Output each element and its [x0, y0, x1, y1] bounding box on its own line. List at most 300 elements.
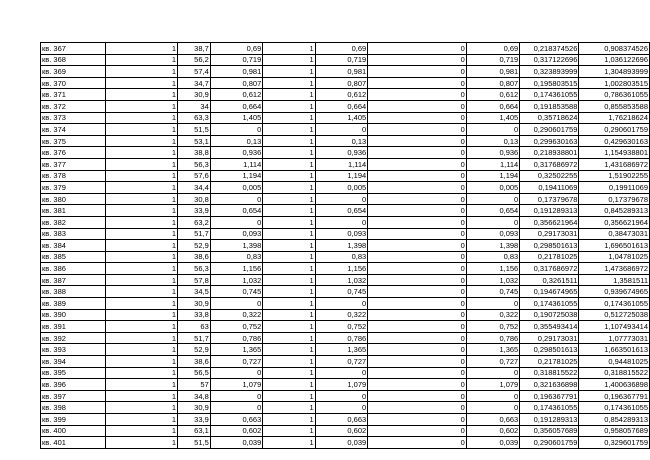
coef-cell: 1: [263, 274, 315, 286]
table-row: [41, 390, 650, 402]
value-c-cell: 0,786: [466, 332, 519, 344]
table-row: [41, 298, 650, 310]
count-cell: 1: [105, 344, 177, 356]
table-row: [41, 216, 650, 228]
value-a-cell: 0: [210, 298, 263, 310]
apartment-cell: кв. 384: [41, 240, 106, 252]
table-row: [41, 77, 650, 89]
total-cell: 0,855853588: [579, 100, 650, 112]
total-cell: 0,174361055: [579, 402, 650, 414]
value-c-cell: 0: [466, 216, 519, 228]
count-cell: 1: [105, 390, 177, 402]
value-a-cell: 0,664: [210, 100, 263, 112]
coef-cell: 1: [263, 182, 315, 194]
total-cell: 0,38473031: [579, 228, 650, 240]
value-b-cell: 1,405: [315, 112, 368, 124]
coef-cell: 1: [263, 158, 315, 170]
total-cell: 0,318815522: [579, 367, 650, 379]
value-a-cell: 0,612: [210, 89, 263, 101]
table-row: [41, 414, 650, 426]
area-cell: 51,5: [177, 437, 210, 449]
value-a-cell: 0,745: [210, 286, 263, 298]
table-row: [41, 344, 650, 356]
share-cell: 0,318815522: [520, 367, 579, 379]
share-cell: 0,298501613: [520, 240, 579, 252]
table-row: [41, 274, 650, 286]
value-b-cell: 0: [315, 124, 368, 136]
table-row: [41, 437, 650, 449]
coef-cell: 1: [263, 66, 315, 78]
area-cell: 30,8: [177, 193, 210, 205]
share-cell: 0,356621964: [520, 216, 579, 228]
table-row: [41, 112, 650, 124]
total-cell: 1,696501613: [579, 240, 650, 252]
total-cell: 1,304893999: [579, 66, 650, 78]
total-cell: 1,51902255: [579, 170, 650, 182]
count-cell: 1: [105, 205, 177, 217]
value-b-cell: 0,752: [315, 321, 368, 333]
value-b-cell: 0,612: [315, 89, 368, 101]
area-cell: 38,6: [177, 356, 210, 368]
coef-cell: 1: [263, 43, 315, 55]
total-cell: 0,939674965: [579, 286, 650, 298]
table-row: [41, 43, 650, 55]
total-cell: 0,854289313: [579, 414, 650, 426]
value-b-cell: 0,981: [315, 66, 368, 78]
zero-cell: 0: [368, 402, 467, 414]
apartment-cell: кв. 377: [41, 158, 106, 170]
zero-cell: 0: [368, 89, 467, 101]
area-cell: 63,3: [177, 112, 210, 124]
coef-cell: 1: [263, 414, 315, 426]
value-a-cell: 0,727: [210, 356, 263, 368]
coef-cell: 1: [263, 205, 315, 217]
zero-cell: 0: [368, 414, 467, 426]
coef-cell: 1: [263, 77, 315, 89]
zero-cell: 0: [368, 66, 467, 78]
area-cell: 38,6: [177, 251, 210, 263]
value-c-cell: 1,156: [466, 263, 519, 275]
value-c-cell: 0,69: [466, 43, 519, 55]
value-c-cell: 1,032: [466, 274, 519, 286]
share-cell: 0,194674965: [520, 286, 579, 298]
coef-cell: 1: [263, 344, 315, 356]
value-a-cell: 0: [210, 367, 263, 379]
table-row: [41, 402, 650, 414]
apartment-cell: кв. 369: [41, 66, 106, 78]
zero-cell: 0: [368, 228, 467, 240]
apartment-cell: кв. 386: [41, 263, 106, 275]
value-a-cell: 0,663: [210, 414, 263, 426]
value-a-cell: 0,752: [210, 321, 263, 333]
value-c-cell: 0,752: [466, 321, 519, 333]
value-a-cell: 0: [210, 390, 263, 402]
coef-cell: 1: [263, 402, 315, 414]
zero-cell: 0: [368, 344, 467, 356]
share-cell: 0,174361055: [520, 402, 579, 414]
table-row: [41, 89, 650, 101]
value-c-cell: 0,83: [466, 251, 519, 263]
total-cell: 0,94481025: [579, 356, 650, 368]
zero-cell: 0: [368, 54, 467, 66]
count-cell: 1: [105, 182, 177, 194]
value-b-cell: 0,786: [315, 332, 368, 344]
apartment-cell: кв. 396: [41, 379, 106, 391]
zero-cell: 0: [368, 112, 467, 124]
share-cell: 0,191289313: [520, 205, 579, 217]
zero-cell: 0: [368, 321, 467, 333]
coef-cell: 1: [263, 309, 315, 321]
share-cell: 0,290601759: [520, 124, 579, 136]
coef-cell: 1: [263, 228, 315, 240]
value-c-cell: 0,936: [466, 147, 519, 159]
area-cell: 57,6: [177, 170, 210, 182]
value-a-cell: 0,093: [210, 228, 263, 240]
table-row: [41, 286, 650, 298]
zero-cell: 0: [368, 274, 467, 286]
share-cell: 0,298501613: [520, 344, 579, 356]
value-b-cell: 1,114: [315, 158, 368, 170]
value-b-cell: 0: [315, 298, 368, 310]
apartment-cell: кв. 372: [41, 100, 106, 112]
table-row: [41, 66, 650, 78]
area-cell: 51,7: [177, 228, 210, 240]
table-row: [41, 170, 650, 182]
value-b-cell: 0,039: [315, 437, 368, 449]
table-row: [41, 367, 650, 379]
zero-cell: 0: [368, 240, 467, 252]
count-cell: 1: [105, 124, 177, 136]
apartment-cell: кв. 392: [41, 332, 106, 344]
coef-cell: 1: [263, 437, 315, 449]
value-c-cell: 1,114: [466, 158, 519, 170]
value-b-cell: 0,322: [315, 309, 368, 321]
area-cell: 56,5: [177, 367, 210, 379]
value-c-cell: 1,194: [466, 170, 519, 182]
total-cell: 1,76218624: [579, 112, 650, 124]
coef-cell: 1: [263, 379, 315, 391]
area-cell: 56,3: [177, 263, 210, 275]
total-cell: 0,17379678: [579, 193, 650, 205]
count-cell: 1: [105, 228, 177, 240]
apartment-cell: кв. 389: [41, 298, 106, 310]
value-b-cell: 0,093: [315, 228, 368, 240]
value-a-cell: 0,981: [210, 66, 263, 78]
area-cell: 34,7: [177, 77, 210, 89]
value-a-cell: 1,398: [210, 240, 263, 252]
value-c-cell: 0: [466, 124, 519, 136]
value-c-cell: 1,405: [466, 112, 519, 124]
apartment-cell: кв. 400: [41, 425, 106, 437]
total-cell: 0,958057689: [579, 425, 650, 437]
value-a-cell: 1,156: [210, 263, 263, 275]
zero-cell: 0: [368, 147, 467, 159]
apartment-cell: кв. 379: [41, 182, 106, 194]
value-b-cell: 1,079: [315, 379, 368, 391]
total-cell: 0,512725038: [579, 309, 650, 321]
apartment-cell: кв. 368: [41, 54, 106, 66]
coef-cell: 1: [263, 112, 315, 124]
apartment-cell: кв. 398: [41, 402, 106, 414]
zero-cell: 0: [368, 367, 467, 379]
value-b-cell: 1,032: [315, 274, 368, 286]
zero-cell: 0: [368, 205, 467, 217]
total-cell: 1,400636898: [579, 379, 650, 391]
value-c-cell: 0: [466, 402, 519, 414]
value-c-cell: 0,719: [466, 54, 519, 66]
value-b-cell: 1,365: [315, 344, 368, 356]
table-row: [41, 240, 650, 252]
value-a-cell: 0,005: [210, 182, 263, 194]
total-cell: 0,786361055: [579, 89, 650, 101]
apartment-cell: кв. 388: [41, 286, 106, 298]
apartment-cell: кв. 394: [41, 356, 106, 368]
coef-cell: 1: [263, 332, 315, 344]
zero-cell: 0: [368, 425, 467, 437]
count-cell: 1: [105, 135, 177, 147]
total-cell: 1,002803515: [579, 77, 650, 89]
area-cell: 63,1: [177, 425, 210, 437]
value-c-cell: 0,039: [466, 437, 519, 449]
value-c-cell: 0,745: [466, 286, 519, 298]
table-row: [41, 263, 650, 275]
count-cell: 1: [105, 54, 177, 66]
coef-cell: 1: [263, 54, 315, 66]
apartment-cell: кв. 395: [41, 367, 106, 379]
value-c-cell: 0,664: [466, 100, 519, 112]
count-cell: 1: [105, 66, 177, 78]
coef-cell: 1: [263, 298, 315, 310]
value-b-cell: 0: [315, 367, 368, 379]
count-cell: 1: [105, 170, 177, 182]
area-cell: 38,8: [177, 147, 210, 159]
total-cell: 0,19911069: [579, 182, 650, 194]
area-cell: 57,4: [177, 66, 210, 78]
count-cell: 1: [105, 414, 177, 426]
area-cell: 34: [177, 100, 210, 112]
zero-cell: 0: [368, 437, 467, 449]
value-b-cell: 0: [315, 216, 368, 228]
coef-cell: 1: [263, 251, 315, 263]
value-c-cell: 0: [466, 193, 519, 205]
area-cell: 33,9: [177, 414, 210, 426]
data-table: [40, 42, 650, 449]
total-cell: 1,473686972: [579, 263, 650, 275]
total-cell: 0,908374526: [579, 43, 650, 55]
share-cell: 0,21781025: [520, 356, 579, 368]
value-b-cell: 1,398: [315, 240, 368, 252]
apartment-cell: кв. 382: [41, 216, 106, 228]
share-cell: 0,218938801: [520, 147, 579, 159]
share-cell: 0,355493414: [520, 321, 579, 333]
share-cell: 0,35718624: [520, 112, 579, 124]
apartment-cell: кв. 387: [41, 274, 106, 286]
coef-cell: 1: [263, 286, 315, 298]
share-cell: 0,32502255: [520, 170, 579, 182]
value-c-cell: 0,005: [466, 182, 519, 194]
value-c-cell: 0,093: [466, 228, 519, 240]
coef-cell: 1: [263, 135, 315, 147]
count-cell: 1: [105, 193, 177, 205]
coef-cell: 1: [263, 390, 315, 402]
count-cell: 1: [105, 309, 177, 321]
table-row: [41, 135, 650, 147]
count-cell: 1: [105, 274, 177, 286]
total-cell: 1,107493414: [579, 321, 650, 333]
zero-cell: 0: [368, 182, 467, 194]
table-row: [41, 100, 650, 112]
total-cell: 0,429630163: [579, 135, 650, 147]
apartment-cell: кв. 385: [41, 251, 106, 263]
area-cell: 34,5: [177, 286, 210, 298]
value-b-cell: 0,727: [315, 356, 368, 368]
apartment-cell: кв. 381: [41, 205, 106, 217]
coef-cell: 1: [263, 240, 315, 252]
value-a-cell: 1,114: [210, 158, 263, 170]
apartment-cell: кв. 374: [41, 124, 106, 136]
table-row: [41, 321, 650, 333]
share-cell: 0,29173031: [520, 228, 579, 240]
value-a-cell: 0,69: [210, 43, 263, 55]
share-cell: 0,317686972: [520, 263, 579, 275]
value-b-cell: 0: [315, 402, 368, 414]
apartment-cell: кв. 375: [41, 135, 106, 147]
share-cell: 0,174361055: [520, 89, 579, 101]
zero-cell: 0: [368, 170, 467, 182]
value-a-cell: 1,405: [210, 112, 263, 124]
area-cell: 30,9: [177, 89, 210, 101]
total-cell: 1,154938801: [579, 147, 650, 159]
count-cell: 1: [105, 112, 177, 124]
apartment-cell: кв. 390: [41, 309, 106, 321]
count-cell: 1: [105, 240, 177, 252]
share-cell: 0,174361055: [520, 298, 579, 310]
value-a-cell: 0,719: [210, 54, 263, 66]
total-cell: 1,036122696: [579, 54, 650, 66]
value-b-cell: 1,194: [315, 170, 368, 182]
table-row: [41, 54, 650, 66]
share-cell: 0,317686972: [520, 158, 579, 170]
area-cell: 56,2: [177, 54, 210, 66]
zero-cell: 0: [368, 124, 467, 136]
value-b-cell: 0,664: [315, 100, 368, 112]
table-row: [41, 332, 650, 344]
value-b-cell: 0,13: [315, 135, 368, 147]
total-cell: 1,04781025: [579, 251, 650, 263]
table-row: [41, 182, 650, 194]
apartment-cell: кв. 391: [41, 321, 106, 333]
area-cell: 51,5: [177, 124, 210, 136]
total-cell: 0,356621964: [579, 216, 650, 228]
count-cell: 1: [105, 147, 177, 159]
value-a-cell: 0,83: [210, 251, 263, 263]
value-a-cell: 0,322: [210, 309, 263, 321]
coef-cell: 1: [263, 89, 315, 101]
total-cell: 0,329601759: [579, 437, 650, 449]
coef-cell: 1: [263, 193, 315, 205]
table-row: [41, 425, 650, 437]
table-row: [41, 147, 650, 159]
value-b-cell: 0,602: [315, 425, 368, 437]
area-cell: 30,9: [177, 298, 210, 310]
count-cell: 1: [105, 437, 177, 449]
zero-cell: 0: [368, 356, 467, 368]
coef-cell: 1: [263, 147, 315, 159]
value-c-cell: 0: [466, 298, 519, 310]
area-cell: 53,1: [177, 135, 210, 147]
area-cell: 57,8: [177, 274, 210, 286]
count-cell: 1: [105, 321, 177, 333]
zero-cell: 0: [368, 390, 467, 402]
value-c-cell: 0,654: [466, 205, 519, 217]
count-cell: 1: [105, 43, 177, 55]
area-cell: 30,9: [177, 402, 210, 414]
count-cell: 1: [105, 356, 177, 368]
zero-cell: 0: [368, 216, 467, 228]
coef-cell: 1: [263, 356, 315, 368]
value-c-cell: 0,322: [466, 309, 519, 321]
area-cell: 52,9: [177, 344, 210, 356]
count-cell: 1: [105, 263, 177, 275]
value-b-cell: 0,936: [315, 147, 368, 159]
count-cell: 1: [105, 216, 177, 228]
share-cell: 0,19411069: [520, 182, 579, 194]
zero-cell: 0: [368, 100, 467, 112]
zero-cell: 0: [368, 158, 467, 170]
count-cell: 1: [105, 89, 177, 101]
value-c-cell: 0,727: [466, 356, 519, 368]
total-cell: 0,290601759: [579, 124, 650, 136]
apartment-cell: кв. 401: [41, 437, 106, 449]
value-b-cell: 1,156: [315, 263, 368, 275]
value-c-cell: 0,13: [466, 135, 519, 147]
apartment-cell: кв. 399: [41, 414, 106, 426]
total-cell: 0,845289313: [579, 205, 650, 217]
table-row: [41, 309, 650, 321]
area-cell: 63: [177, 321, 210, 333]
share-cell: 0,196367791: [520, 390, 579, 402]
value-a-cell: 1,032: [210, 274, 263, 286]
value-c-cell: 0,981: [466, 66, 519, 78]
table-row: [41, 379, 650, 391]
table-row: [41, 158, 650, 170]
total-cell: 1,3581511: [579, 274, 650, 286]
area-cell: 34,4: [177, 182, 210, 194]
share-cell: 0,191853588: [520, 100, 579, 112]
value-c-cell: 0,612: [466, 89, 519, 101]
zero-cell: 0: [368, 286, 467, 298]
count-cell: 1: [105, 251, 177, 263]
share-cell: 0,299630163: [520, 135, 579, 147]
area-cell: 57: [177, 379, 210, 391]
area-cell: 56,3: [177, 158, 210, 170]
table-row: [41, 251, 650, 263]
value-a-cell: 0,602: [210, 425, 263, 437]
area-cell: 33,8: [177, 309, 210, 321]
share-cell: 0,195803515: [520, 77, 579, 89]
value-b-cell: 0,654: [315, 205, 368, 217]
share-cell: 0,21781025: [520, 251, 579, 263]
value-c-cell: 1,079: [466, 379, 519, 391]
count-cell: 1: [105, 379, 177, 391]
count-cell: 1: [105, 402, 177, 414]
coef-cell: 1: [263, 124, 315, 136]
value-a-cell: 0: [210, 124, 263, 136]
coef-cell: 1: [263, 100, 315, 112]
count-cell: 1: [105, 158, 177, 170]
value-c-cell: 1,398: [466, 240, 519, 252]
value-b-cell: 0,83: [315, 251, 368, 263]
